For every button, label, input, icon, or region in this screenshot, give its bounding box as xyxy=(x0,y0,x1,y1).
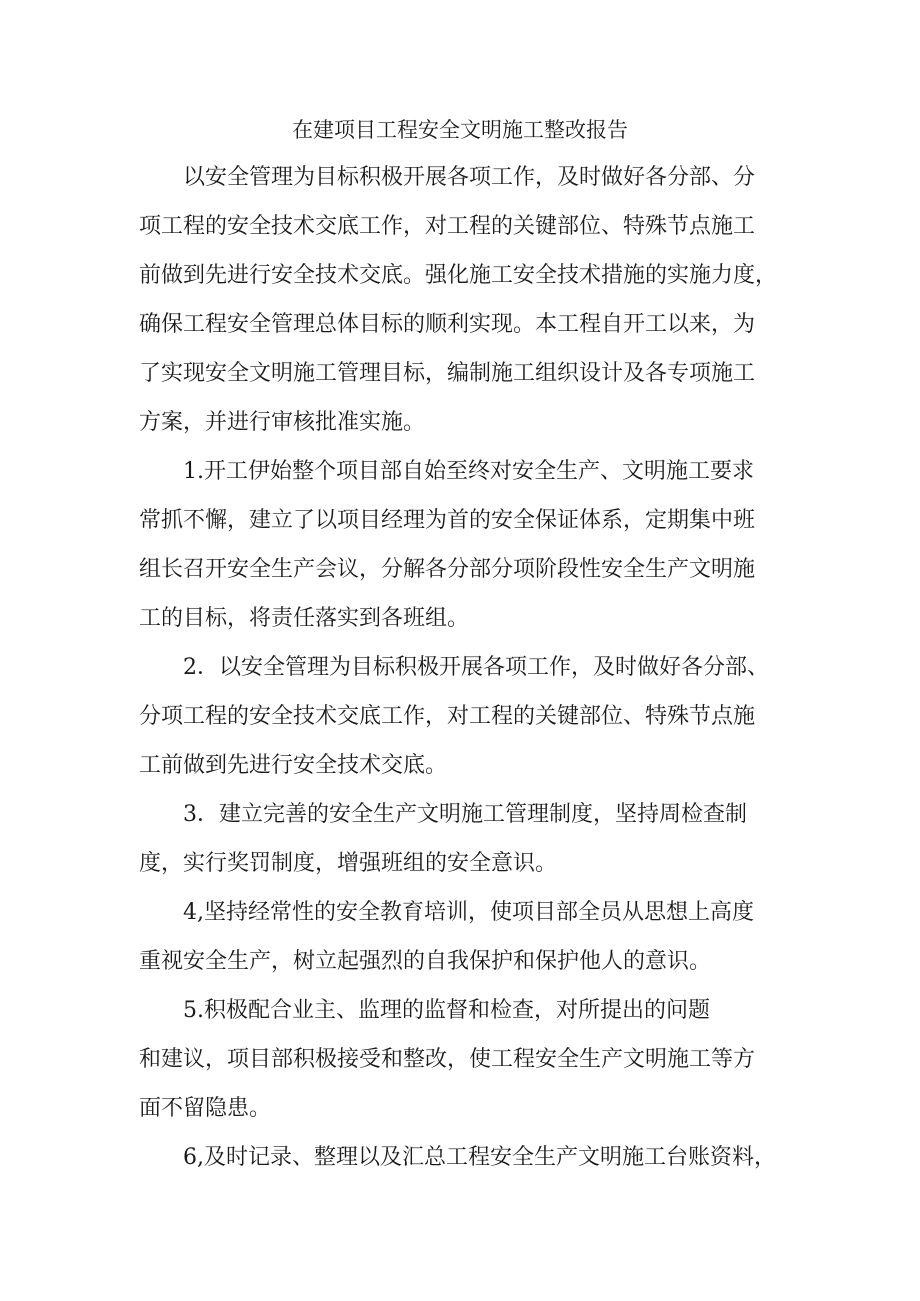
paragraph-line: 分项工程的安全技术交底工作，对工程的关键部位、特殊节点施 xyxy=(139,704,756,729)
paragraph-line: 面不留隐患。 xyxy=(139,1096,272,1121)
paragraph-line: 工前做到先进行安全技术交底。 xyxy=(139,753,448,778)
paragraph-line: 2．以安全管理为目标积极开展各项工作，及时做好各分部、 xyxy=(183,655,769,680)
paragraph-line: 1.开工伊始整个项目部自始至终对安全生产、文明施工要求 xyxy=(183,459,754,484)
paragraph-line: 了实现安全文明施工管理目标，编制施工组织设计及各专项施工 xyxy=(139,361,756,386)
paragraph-line: 6,及时记录、整理以及汇总工程安全生产文明施工台账资料， xyxy=(183,1145,776,1170)
paragraph-line: 项工程的安全技术交底工作，对工程的关键部位、特殊节点施工 xyxy=(139,214,756,239)
paragraph-line: 方案，并进行审核批准实施。 xyxy=(139,410,426,435)
paragraph-line: 度，实行奖罚制度，增强班组的安全意识。 xyxy=(139,851,558,876)
paragraph-line: 工的目标，将责任落实到各班组。 xyxy=(139,606,470,631)
paragraph-line: 常抓不懈，建立了以项目经理为首的安全保证体系，定期集中班 xyxy=(139,508,756,533)
paragraph-line: 确保工程安全管理总体目标的顺利实现。本工程自开工以来，为 xyxy=(139,312,756,337)
paragraph-line: 3．建立完善的安全生产文明施工管理制度，坚持周检查制 xyxy=(183,802,747,827)
paragraph-line: 5.积极配合业主、监理的监督和检查，对所提出的问题 xyxy=(183,998,710,1023)
document-title: 在建项目工程安全文明施工整改报告 xyxy=(292,118,628,142)
paragraph-line: 前做到先进行安全技术交底。强化施工安全技术措施的实施力度， xyxy=(139,263,778,288)
paragraph-line: 组长召开安全生产会议，分解各分部分项阶段性安全生产文明施 xyxy=(139,557,756,582)
paragraph-line: 和建议，项目部积极接受和整改，使工程安全生产文明施工等方 xyxy=(139,1047,756,1072)
paragraph-line: 重视安全生产，树立起强烈的自我保护和保护他人的意识。 xyxy=(139,949,712,974)
paragraph-line: 以安全管理为目标积极开展各项工作，及时做好各分部、分 xyxy=(183,165,756,190)
paragraph-line: 4,坚持经常性的安全教育培训，使项目部全员从思想上高度 xyxy=(183,900,754,925)
